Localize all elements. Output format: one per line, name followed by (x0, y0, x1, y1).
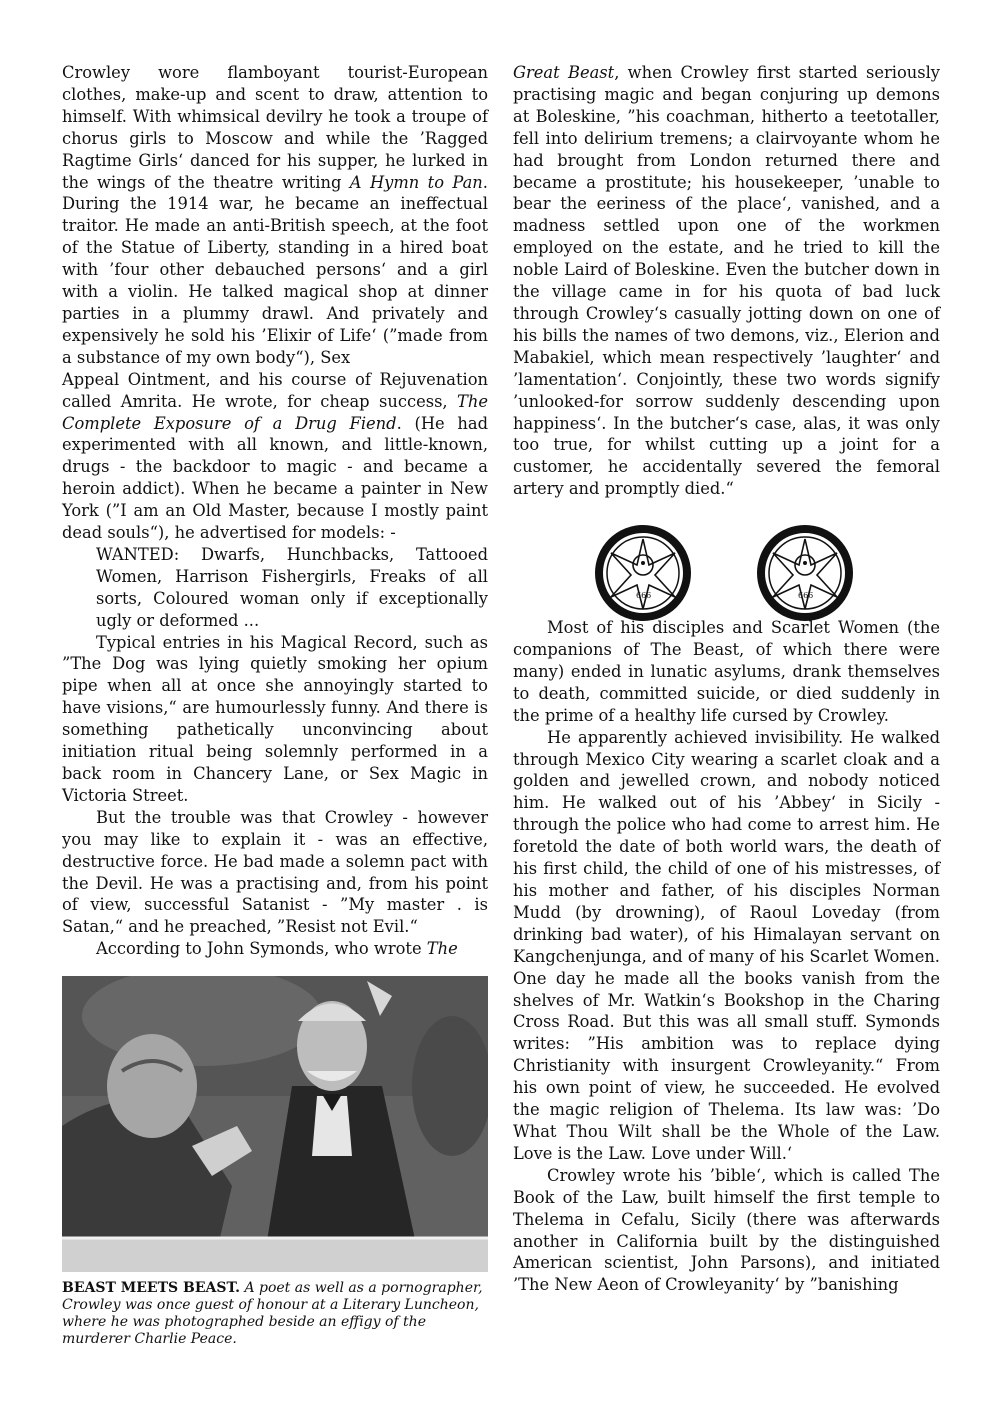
title-great-beast: Great Beast (513, 63, 615, 82)
caption-heading: BEAST MEETS BEAST. (62, 1280, 240, 1296)
emblem-666-text-2: 666 (798, 591, 814, 600)
seal-666-emblem-2 (757, 525, 853, 621)
paragraph-1: Crowley wore flamboyant tourist-European clothes, make-up and scent to draw, attention to himself. With whimsical devilry he took a troupe of chorus girls to Moscow and while the ’Ragged Ragtime Girls‘ danced for his supper, he lurked in the wings of the theatre writing A Hymn to Pan. During the 1914 war, he became an ineffectual traitor. He made an anti-British speech, at the foot of the Statue of Liberty, standing in a hired boat with ’four other debauched persons‘ and a girl with a violin. He talked magical shop at dinner parties in a plummy drawl. And privately and expensively he sold his ’Elixir of Life‘ (”made from a substance of my own body“), Sex (62, 63, 488, 367)
photo-illustration (62, 976, 488, 1272)
title-drug-fiend: The Complete Exposure of a Drug Fiend (62, 391, 488, 433)
emblem-666-text: 666 (636, 591, 652, 600)
paragraph-r3: He apparently achieved invisibility. He walked through Mexico City wearing a scarlet cloak and a golden and jewelled crown, and nobody noticed him. He walked out of his ’Abbey‘ in Sicily - through the police who had come to arrest him. He foretold the date of both world wars, the death of his first child, the child of one of his mistresses, of his mother and father, of his disciples Norman Mudd (by drowning), of Raoul Loveday (from drinking bad water), of his Himalayan servant on Kangchenjunga, and of many of his Scarlet Women. One day he made all the books vanish from the shelves of Mr. Watkin‘s Bookshop in the Charing Cross Road. But this was all small stuff. Symonds writes: ”His ambition was to replace dying Christianity with insurgent Crowleyanity.“ From his own point of view, he succeeded. He evolved the magic religion of Thelema. Its law was: ’Do What Thou Wilt shall be the Whole of the Law. Love is the Law. Love under Will.‘ (513, 727, 940, 1163)
paragraph-4: But the trouble was that Crowley - however you may like to explain it - was an effective, destructive force. He bad made a solemn pact with the Devil. He was a practising and, from his point of view, successful Satanist - ”My master . is Satan,“ and he preached, ”Resist not Evil.“ (62, 807, 488, 937)
paragraph-3: Typical entries in his Magical Record, such as ”The Dog was lying quietly smoking her opium pipe when all at once she annoyingly started to have visions,“ are humourlessly funny. And there is something pathetically unconvincing about initiation ritual being solemnly performed in a back room in Chancery Lane, or Sex Magic in Victoria Street. (62, 632, 488, 805)
paragraph-r1: Great Beast, when Crowley first started seriously practising magic and began conjuring up demons at Boleskine, ”his coachman, hitherto a teetotaller, fell into delirium tremens; a clairvoyante whom he had brought from London returned there and became a prostitute; his housekeeper, ’unable to bear the eeriness of the place‘, vanished, and a madness settled upon one of the workmen employed on the estate, and he tried to kill the noble Laird of Boleskine. Even the butcher down in the village came in for his quota of bad luck through Crowley‘s casually jotting down on one of his bills the names of two demons, viz., Elerion and Mabakiel, which mean respectively ’laughter‘ and ’lamentation‘. Conjointly, these two words signify ’unlooked-for sorrow suddenly descending upon happiness‘. In the butcher‘s case, alas, it was only too true, for whilst cutting up a joint for a customer, he accidentally severed the femoral artery and promptly died.“ (513, 63, 940, 499)
photo-crowley-luncheon (62, 976, 488, 1272)
emblem-spacer (513, 500, 940, 617)
left-column (62, 62, 488, 960)
paragraph-2: Appeal Ointment, and his course of Rejuvenation called Amrita. He wrote, for cheap success, The Complete Exposure of a Drug Fiend. (He had experimented with all known, and little-known, drugs - the backdoor to magic - and became a heroin addict). When he became a painter in New York (”I am an Old Master, because I mostly paint dead souls“), he advertised for models: - (62, 369, 488, 543)
right-column (513, 62, 940, 1296)
title-the: The (426, 939, 458, 959)
seal-666-emblem (595, 525, 691, 621)
photo-caption (62, 1280, 488, 1348)
title-hymn-to-pan: A Hymn to Pan (349, 172, 483, 192)
paragraph-r4: Crowley wrote his ’bible‘, which is called The Book of the Law, built himself the first temple to Thelema in Cefalu, Sicily (there was afterwards another in California built by the distinguished American scientist, John Parsons), and initiated ’The New Aeon of Crowleyanity‘ by ”banishing (513, 1165, 940, 1295)
caption-text: A poet as well as a pornographer, Crowley was once guest of honour at a Literary Luncheon, where he was photographed beside an effigy of the murderer Charlie Peace. (62, 1280, 483, 1347)
paragraph-r2: Most of his disciples and Scarlet Women (the companions of The Beast, of which there were many) ended in lunatic asylums, drank themselves to death, committed suicide, or died suddenly in the prime of a healthy life cursed by Crowley. (513, 618, 940, 725)
paragraph-5: According to John Symonds, who wrote The (96, 939, 458, 959)
wanted-advert: WANTED: Dwarfs, Hunchbacks, Tattooed Women, Harrison Fishergirls, Freaks of all sorts, Coloured woman only if exceptionally ugly or deformed ... (96, 544, 488, 630)
